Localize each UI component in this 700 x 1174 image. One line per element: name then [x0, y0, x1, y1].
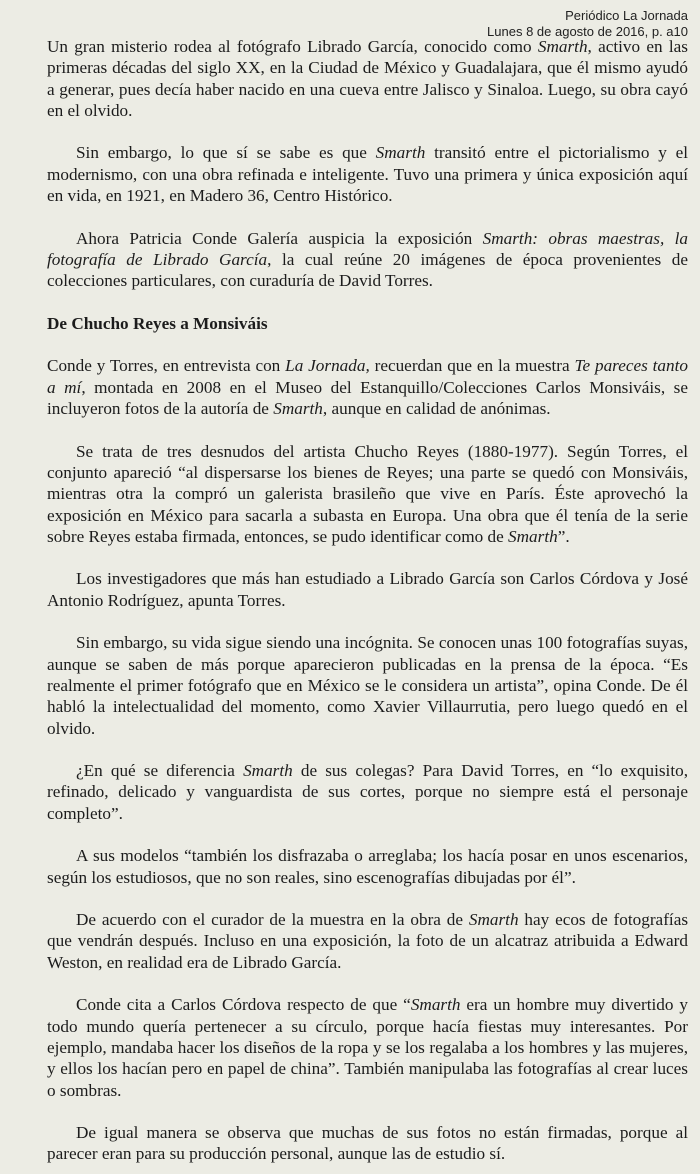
- italic-text: Smarth: obras maestras, la fotografía de Librado García: [47, 228, 688, 269]
- paragraph-6: Los investigadores que más han estudiado a Librado García son Carlos Córdova y José Antonio Rodríguez, apunta Torres.: [47, 569, 688, 610]
- paragraph-2: Sin embargo, lo que sí se sabe es que Smarth transitó entre el pictorialismo y el modernismo, con una obra refinada e inteligente. Tuvo una primera y única exposición aquí en vida, en 1921, en Madero 36, Centro Histórico.: [47, 143, 688, 206]
- paragraph-12: De igual manera se observa que muchas de sus fotos no están firmadas, porque al parecer eran para su producción personal, aunque las de estudio sí.: [47, 1123, 688, 1164]
- publication-date: Lunes 8 de agosto de 2016, p. a10: [487, 24, 688, 39]
- paragraph-11: Conde cita a Carlos Córdova respecto de que “Smarth era un hombre muy divertido y todo mundo quería pertenecer a su círculo, porque hacía fiestas muy interesantes. Por ejemplo, mandaba hacer los diseños de la ropa y se los regalaba a los hombres y las mujeres, y ellos los hacían pero en papel de china”. También manipulaba las fotografías al crear luces o sombras.: [47, 995, 688, 1100]
- paragraph-3: Ahora Patricia Conde Galería auspicia la exposición Smarth: obras maestras, la fotografía de Librado García, la cual reúne 20 imágenes de época provenientes de colecciones particulares, con curaduría de David Torres.: [47, 228, 688, 291]
- article-body: [47, 36, 688, 1165]
- italic-text: Smarth: [410, 995, 461, 1015]
- paragraph-1: Un gran misterio rodea al fotógrafo Librado García, conocido como Smarth, activo en las primeras décadas del siglo XX, en la Ciudad de México y Guadalajara, que él mismo ayudó a generar, pues decía haber nacido en una cueva entre Jalisco y Sinaloa. Luego, su obra cayó en el olvido.: [47, 37, 688, 120]
- paragraph-5: Se trata de tres desnudos del artista Chucho Reyes (1880-1977). Según Torres, el conjunto apareció “al dispersarse los bienes de Reyes; una parte se quedó con Monsiváis, mientras otra la compró un galerista brasileño que vive en París. Éste aprovechó la exposición en México para sacarla a subasta en Europa. Una obra que él tenía de la serie sobre Reyes estaba firmada, entonces, se pudo identificar como de Smarth”.: [47, 441, 688, 546]
- paragraph-9: A sus modelos “también los disfrazaba o arreglaba; los hacía posar en unos escenarios, según los estudiosos, que no son reales, sino escenografías dibujadas por él”.: [47, 846, 688, 887]
- italic-text: Smarth: [243, 761, 293, 781]
- italic-text: Smarth: [273, 399, 323, 419]
- paragraph-8: ¿En qué se diferencia Smarth de sus colegas? Para David Torres, en “lo exquisito, refinado, delicado y vanguardista de sus cortes, porque no siempre está el personaje completo”.: [47, 761, 688, 823]
- paragraph-10: De acuerdo con el curador de la muestra en la obra de Smarth hay ecos de fotografías que vendrán después. Incluso en una exposición, la foto de un alcatraz atribuida a Edward Weston, en realidad era de Librado García.: [47, 910, 689, 972]
- page-header: [47, 0, 688, 40]
- publication-name: Periódico La Jornada: [565, 8, 688, 23]
- italic-text: Smarth: [537, 37, 588, 56]
- section-subheading: De Chucho Reyes a Monsiváis: [47, 313, 268, 333]
- paragraph-7: Sin embargo, su vida sigue siendo una incógnita. Se conocen unas 100 fotografías suyas, aunque se saben de más porque aparecieron publicadas en la prensa de la época. “Es realmente el primer fotógrafo que en México se le considera un artista”, opina Conde. De él habló la intelectualidad del momento, como Xavier Villaurrutia, pero luego quedó en el olvido.: [47, 633, 688, 738]
- italic-text: Smarth: [375, 143, 426, 163]
- italic-text: Te pareces tanto a mí: [47, 356, 688, 397]
- paragraph-4: Conde y Torres, en entrevista con La Jornada, recuerdan que en la muestra Te pareces tanto a mí, montada en 2008 en el Museo del Estanquillo/Colecciones Carlos Monsiváis, se incluyeron fotos de la autoría de Smarth, aunque en calidad de anónimas.: [47, 356, 688, 419]
- italic-text: Smarth: [508, 526, 558, 546]
- italic-text: La Jornada,: [285, 356, 370, 376]
- italic-text: Smarth: [468, 910, 519, 930]
